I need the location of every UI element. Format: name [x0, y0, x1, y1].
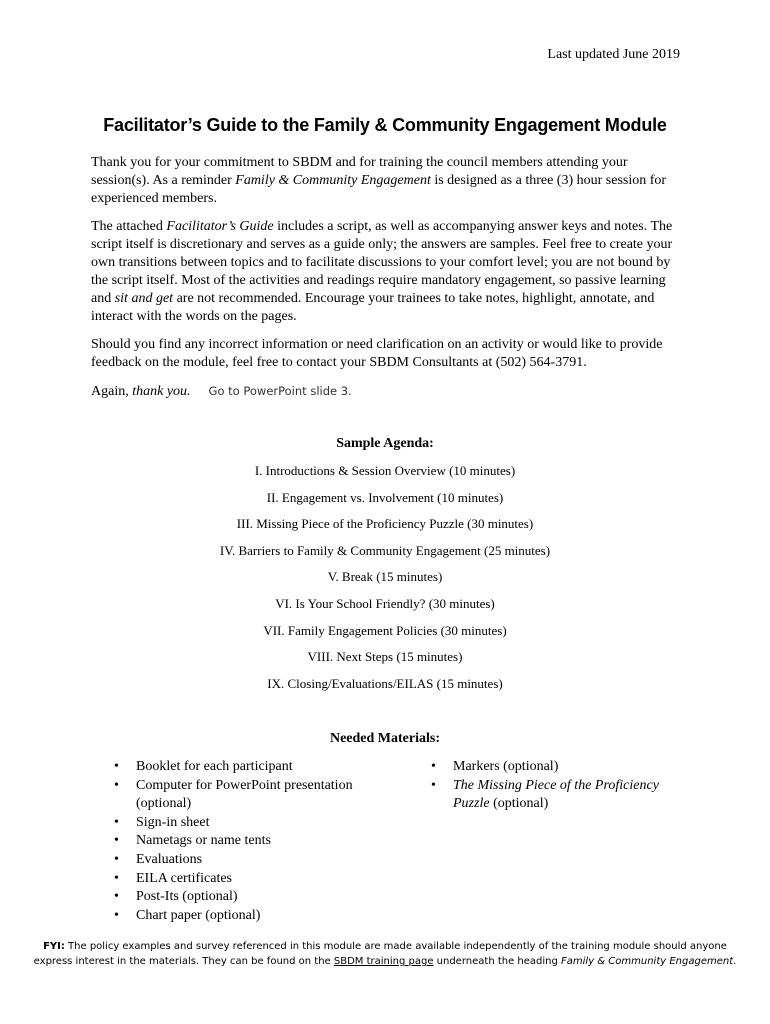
- intro-p1-emphasis: Family & Community Engagement: [235, 173, 431, 188]
- fyi-footer: [30, 939, 740, 969]
- list-item: • Nametags or name tents: [110, 832, 370, 851]
- intro-p2-text-b: includes a script, as well as accompanying answer keys and notes. The script itself is discretionary and serves as a guide only; the answers are samples. Feel free to create your own transitions between topics and to facilitate discussions to your comfort level; you are not bound by the script itself. Most of the activities and readings require mandatory engagement, so passive learning and: [91, 219, 673, 306]
- intro-p2-emphasis-1: Facilitator’s Guide: [166, 219, 274, 234]
- page-title: Facilitator’s Guide to the Family & Community Engagement Module: [103, 115, 667, 135]
- agenda-item: VII. Family Engagement Policies (30 minutes): [263, 622, 507, 638]
- intro-paragraph-2: [91, 218, 681, 326]
- intro-p2-text-c: are not recommended. Encourage your trainees to take notes, highlight, annotate, and interact with the words on the pages.: [91, 291, 655, 324]
- materials-list-left: [110, 758, 370, 925]
- intro-p2-emphasis-2: sit and get: [114, 291, 174, 306]
- materials-list-right: [427, 758, 677, 814]
- agenda-list: [0, 462, 770, 701]
- sample-agenda: [0, 436, 770, 701]
- list-item: • Markers (optional): [427, 758, 677, 777]
- agenda-item: IX. Closing/Evaluations/EILAS (15 minutes): [267, 675, 503, 691]
- fyi-text-b: underneath the heading: [433, 956, 562, 967]
- list-item: • Chart paper (optional): [110, 907, 370, 926]
- fyi-emphasis: Family & Community Engagement: [561, 956, 734, 967]
- slide-note: Go to PowerPoint slide 3.: [208, 384, 352, 398]
- fyi-text-c: .: [733, 956, 737, 967]
- last-updated-date: Last updated June 2019: [547, 47, 680, 62]
- agenda-item: V. Break (15 minutes): [327, 569, 443, 585]
- agenda-item: II. Engagement vs. Involvement (10 minutes): [266, 489, 504, 505]
- agenda-heading: Sample Agenda:: [336, 436, 434, 451]
- intro-p1-text-b: is designed as a three (3) hour session for experienced members.: [91, 173, 667, 206]
- agenda-item: III. Missing Piece of the Proficiency Puzzle (30 minutes): [236, 516, 534, 532]
- fyi-label: FYI:: [43, 941, 65, 952]
- agenda-item: VI. Is Your School Friendly? (30 minutes): [275, 595, 495, 611]
- fyi-text-a: The policy examples and survey referenced in this module are made available independently of the training module should anyone express interest in the materials. They can be found on the: [33, 941, 727, 967]
- list-item: • Sign-in sheet: [110, 814, 370, 833]
- agenda-item: IV. Barriers to Family & Community Engagement (25 minutes): [219, 542, 551, 558]
- list-item: • Booklet for each participant: [110, 758, 370, 777]
- intro-paragraph-3: Should you find any incorrect information or need clarification on an activity or would like to provide feedback on the module, feel free to contact your SBDM Consultants at (502) 564-3791.: [91, 337, 663, 370]
- list-item: • Post-Its (optional): [110, 888, 370, 907]
- intro-paragraph-4: [91, 382, 681, 401]
- list-item: • Computer for PowerPoint presentation (optional): [110, 777, 370, 814]
- intro-p2-text-a: The attached: [91, 219, 167, 234]
- intro-paragraph-1: [91, 154, 681, 208]
- materials-heading: Needed Materials:: [329, 731, 441, 746]
- sbdm-training-page-link[interactable]: SBDM training page: [333, 956, 434, 967]
- list-item-emphasis: The Missing Piece of the Proficiency Puzzle: [453, 777, 659, 812]
- list-item: • EILA certificates: [110, 870, 370, 889]
- list-item: [427, 777, 677, 814]
- list-item-suffix: (optional): [489, 796, 549, 812]
- agenda-item: VIII. Next Steps (15 minutes): [307, 649, 463, 665]
- intro-section: [91, 154, 681, 401]
- list-item: • Evaluations: [110, 851, 370, 870]
- intro-p1-text-a: Thank you for your commitment to SBDM and for training the council members attending your session(s). As a reminder: [91, 155, 628, 188]
- agenda-item: I. Introductions & Session Overview (10 minutes): [254, 463, 516, 478]
- intro-p4-text-a: Again,: [91, 384, 133, 399]
- intro-p4-emphasis: thank you.: [132, 384, 191, 399]
